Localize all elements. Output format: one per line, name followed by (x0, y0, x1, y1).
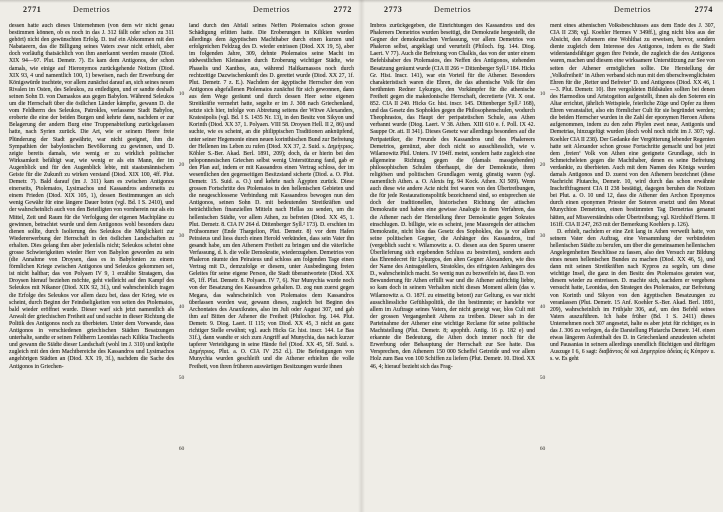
page-header-right (370, 5, 715, 18)
line-number-gutter-left-page (174, 23, 189, 501)
gutter-line-number: 20 (178, 162, 185, 168)
gutter-line-number: 40 (178, 304, 185, 310)
column-paragraph: D. erhielt, nachdem er eine Zeit lang in Athen verweilt hatte, von seinem Vater den Auftrag, eine Versammlung der verbündeten hellenischen Städte zu berufen, um über die gemeinsamen hellenischen Angelegenheiten Beschlüsse zu fassen, also den Versuch zur Bildung eines neuen hellenischen Bundes zu machen (Diod. XX 46, 5), und dann mit seinen Streitkräften nach Kypros zu segeln, um diese wichtige Insel, die ganz in den Besitz des Ptolemaios geraten war, diesem wieder zu entreissen. D. machte sich, nachdem er vergebens versucht hatte, Leonidas, den Strategen des Ptolemaios, zur Befreiung von Korinth und Sikyon von den ägyptischen Besatzungen zu veranlassen (Plut. Demetr. 15 Anf. Koehler S.-Ber. Akad. Berl. 1891, 209), wahrscheinlich im Frühjahr 306, auf, um den Befehl seines Vaters auszuführen. Ich habe früher (Bd. I S. 2411) dieses Unternehmen noch 307 angesetzt, halte es aber jetzt für richtiger, es in das J. 306 zu verlegen, da die Darstellung Plutarchs Demetr. 14f. einen etwas längeren Aufenthalt des D. in Griechenland anzudeuten scheint und Pausanias in seinem allerdings unendlich flüchtigen und dürftigen Auszuge I 6, 6 sagt: διαβάντος δὲ καὶ Δημητρίου ἀδείας ἐς Κύπρον u. s. w. Es geht (549, 228, 715, 363)
gutter-line-number: 40 (539, 304, 546, 310)
column-number-2773: 2773 (384, 5, 403, 14)
page-header-left (9, 5, 354, 18)
column-paragraph: ment eines athenischen Volksbeschlusses aus dem Ende des J. 307, CIA II 238; vgl. Koehler Hermes V 349ff.), ging nicht blos aus der Absicht, den Athenern eine Wohlthat zu erweisen, hervor, sondern diente zugleich dem Interesse des Antigonos, indem es die Stadt widerstandsfähiger gegen ihre Feinde, die zugleich die des Antigonos waren, machen und diesem eine wirksamere Unterstützung zur See von seiten der Athener ermöglichen sollte. Die Herstellung der ‚Volksfreiheit‘ in Athen verband sich nun mit den überschwenglichsten Ehren für die ‚Retter und Befreier‘ D. und Antigonos (Diod. XX 46, 1—3. Plut. Demetr. 10). Ihre vergoldeten Bildsäulen sollten bei denen des Harmodios und Aristogeiton aufgestellt, ihnen als den Soteren ein Altar errichtet, jährlich Wettspiele, feierliche Züge und Opfer zu ihren Ehren veranstaltet, also ein förmlicher Cult für sie begründet werden; die beiden Herrscher wurden in die Zahl der eponymen Heroen Athens aufgenommen, indem zu den zehn Phylen zwei neue, Antigonis und Demetrias, hinzugefügt wurden (doch wohl noch nicht im J. 307; vgl. Koehler CIA II 238). Der Gedanke der Vergötterung lebender Regenten hatte seit Alexander schon grosse Fortschritte gemacht und bot jetzt dem ‚freien‘ Volk von Athen eine geeignete Grundlage, sich in Schmeicheleien gegen die Machthaber, denen es seine Befreiung verdankte, zu überbieten. Auch mit dem Namen des Königs wurden damals Antigonos und D. zuerst von den Athenern bezeichnet (diese Nachricht Plutarchs, Demetr. 10, wird durch das schon erwähnte Inschriftfragment CIA II 238 bestätigt, dagegen beruhen die Notizen bei Plut. a. O. 10 und 12, dass die Athener den Archon Eponymos durch einen eponymen Priester der Soteren ersetzt und den Monat Munychion Demetrion, einen bestimmten Tag Demetrias genannt hätten, auf Missverständnis oder Übertreibung; vgl. Kirchhoff Herm. II 161ff. CIA II 247, 263 mit der Bemerkung Koehlers p. 126). (549, 23, 715, 228)
header-half-2774 (550, 5, 715, 18)
column-number-2772: 2772 (333, 5, 352, 14)
gutter-line-number: 60 (178, 446, 185, 452)
running-title: Demetrios (434, 5, 471, 14)
header-gutter-spacer (174, 5, 189, 18)
text-column-2774 (550, 23, 715, 501)
line-number-gutter-right-page (535, 23, 550, 501)
header-half-2772 (189, 5, 354, 18)
gutter-line-number: 10 (178, 91, 185, 97)
text-columns-right-page (370, 23, 715, 501)
column-paragraph: Imbros zurückgegeben, die Einrichtungen des Kassandros und des Phalereers Demetrios wurden beseitigt, die Demokratie hergestellt, die Gegner der demokratischen Verfassung, vor allem Demetrios von Phaleron selbst, angeklagt und verurteilt (Philoch. frg. 144. Diog. Laert. V 77). Auch die Befreiung von Chalkis, das von der unter einem Befehlshaber des Ptolemaios, des Neffen des Antigonos, stehenden Besatzung geräumt wurde (CIA II 266 = Dittenberger Syll.² 184. Hicks Gr. Hist. Inscr. 141), war ein Vorteil für die Athener. Besonders charakteristisch waren die Ehren, die das athenische Volk für den berühmten Redner Lykurgos, den Vorkämpfer für die athenische Freiheit gegen die makedonische Herrschaft, decretierte (Vit. X orat. 852. CIA II 240. Hicks Gr. hist. inscr. 145. Dittenberger Syll.² 168), und das Gesetz des Sophokles gegen die Philosophenschulen, wodurch Theophrastos, das Haupt der peripatetischen Schule, aus Athen verbannt wurde (Diog. Laert. V 38. Athen. XIII 610 e. f. Poll. IX 42. Sauppe Or. att. II 341). Dieses Gesetz war allerdings besonders auf die Peripatetiker, die Freunde des Kassandros und des Phalereers Demetrios, gemünzt, aber doch nicht so ausschliesslich, wie v. Wilamowitz Phil. Unters. IV 194ff. meint, sondern hatte zugleich eine allgemeine Richtung gegen die (damals massgebenden) philosophischen Schulen überhaupt, die der Demokratie, ihren religiösen und politischen Grundlagen wenig günstig waren (vgl. namentlich Athen. a. O. Alexis frg. 94 Kock. Athen. XI 509). Wenn auch diese wie andere Acte nicht frei waren von den Übertreibungen, die für jede Restaurationspolitik bezeichnend sind, so entsprechen sie doch der traditionellen, historischen Richtung der attischen Demokratie und haben eine gewisse Analogie in dem Verfahren, das die Athener nach der Herstellung ihrer Demokratie gegen Sokrates einschlugen. D. billigte, wie es scheint, jene Massregeln der attischen Demokratie, nicht blos das Gesetz des Sophokles, das ja vor allem seine politischen Gegner, die Anhänger des Kassandros, traf (vergeblich sucht v. Wilamowitz a. O. diesen aus den Spuren unserer Überlieferung sich ergebenden Schluss zu bestreiten), sondern auch das Ehrendecret für Lykurgos, den alten Gegner Alexanders, wie dies der Name des Antragstellers, Stratokles, des eifrigsten Anhängers des D., wahrscheinlich macht. So wenig nun zu bezweifeln ist, dass D. von Bewunderung für Athen erfüllt war und die Athener aufrichtig liebte, so kam doch in seinem Verhalten nicht dieses Moment allein (das v. Wilamowitz a. O. 187f. zu einseitig betont) zur Geltung, es war nicht ausschliessliche Gefühlspolitik, die ihn bestimmte; er handelte vor allem im Auftrage seines Vaters, der nicht geneigt war, blos Cult mit der grossen Vergangenheit Athens zu treiben. Dieser sah in der Parteinahme der Athener eine wichtige Reclame für seine politische Machtstellung (Plut. Demetr. 8; apophth. Antig. 16 p. 182 e) und erkannte die Bedeutung, die Athen doch immer noch für die Erwerbung oder Behauptung der Herrschaft zur See hatte. Das Versprechen, den Athenern 150 000 Scheffel Getreide und vor allem Holz zum Bau von 100 Schiffen zu liefern (Plut. Demetr. 10. Diod. XX 46, 4; hierauf bezieht sich das Frag- (370, 23, 536, 370)
text-column-2772 (189, 23, 354, 501)
text-columns-left-page (9, 23, 354, 501)
gutter-line-number: 50 (178, 375, 185, 381)
running-title: Demetrios (253, 5, 290, 14)
column-number-2771: 2771 (23, 5, 42, 14)
gutter-line-number: 30 (178, 233, 185, 239)
header-gutter-spacer (535, 5, 550, 18)
gutter-line-number: 30 (539, 233, 546, 239)
running-title: Demetrios (73, 5, 110, 14)
running-title: Demetrios (614, 5, 651, 14)
gutter-line-number: 20 (539, 162, 546, 168)
column-number-2774: 2774 (694, 5, 713, 14)
gutter-line-number: 50 (539, 375, 546, 381)
header-half-2773 (370, 5, 535, 18)
text-column-2773 (370, 23, 535, 501)
text-column-2771 (9, 23, 174, 501)
gutter-line-number: 10 (539, 91, 546, 97)
book-page-right (361, 0, 722, 512)
column-paragraph: land durch den Abfall seines Neffen Ptolemaios schon grosse Schädigung erlitten hatte. Die Eroberungen in Kilikien wurden allerdings dem ägyptischen Machthaber durch einen kurzen und erfolgreichen Feldzug des D. wieder entrissen (Diod. XX 19, 5), aber im folgenden Jahre, 309, dehnte Ptolemaios seine Macht im südwestlichen Kleinasien durch Eroberung wichtiger Städte, wie Phaselis und Xanthos, aus, während Halikarnassos noch durch rechtzeitige Dazwischenkunft des D. gerettet wurde (Diod. XX 27, 1f. Plut. Demetr. 7 z. E.). Nachdem der ägyptische Herrscher den von Antigonos abgefallenen Ptolemaios zunächst für sich gewonnen, dann aus dem Wege geräumt und durch dessen Heer seine eigenen Streitkräfte vermehrt hatte, segelte er im J. 308 nach Griechenland, setzte sich hier, infolge von Abtretung seitens der Witwe Alexanders, Kratesipolis (vgl. Bd. I S. 1435 Nr. 13), in den Besitz von Sikyon und Korinth (Diod. XX 37, 1. Polyaen. VIII 58. Droysen Hell. II 2, 86) und suchte, wie es scheint, an die philippischen Traditionen anknüpfend, unter seiner Hegemonie einen neuen korinthischen Bund zur Befreiung der Hellenen ins Leben zu rufen (Diod. XX 37, 2. Suid. s. Δημήτριος. Köhler S.-Ber. Akad. Berl. 1891, 209); doch, da er hierin bei den peloponnesischen Griechen selbst wenig Unterstützung fand, gab er den Plan auf, indem er mit Kassandros einen Vertrag schloss, der im wesentlichen den gegenseitigen Besitzstand sicherte (Diod. a. O. Plut. Demetr. 15. Suid. a. O.) und kehrte nach Ägypten zurück. Diese grossen Fortschritte des Ptolemaios in den hellenischen Gebieten und die neugeschlossene Verbindung mit Kassandros bewogen nun den Antigonos, seinen Sohn D. mit bedeutenden Streitkräften und beträchtlichen finanziellen Mitteln nach Hellas zu senden, um die hellenischen Städte, vor allem Athen, zu befreien (Diod. XX 45, 1. Plut. Demetr. 8. CIA IV 264 d. Dittenberger Syll.² 173). D. erschien im Frühsommer (Ende Thargelion, Plut. Demetr. 8) vor dem Hafen Peiraieus und liess durch einen Herold verkünden, dass sein Vater ihn gesandt habe, um den Athenern Freiheit zu bringen und die väterliche Verfassung, d. h. die volle Demokratie, wiederzugeben. Demetrios von Phaleron räumte den Peiraieus und schloss am folgenden Tage einen Vertrag mit D., demzufolge er diesem, unter Ausbedingung freien Geleites für seine eigene Person, die Stadt überantwortete (Diod. XX 45, 1ff. Plut. Demetr. 8. Polyaen. IV 7, 6). Nur Munychia wurde noch von der Besatzung des Kassandros gehalten. D. zog nun zuerst gegen Megara, das wahrscheinlich von Ptolemaios dem Kassandros überlassen worden war, gewann dieses, zugleich bei Beginn des Archontates des Anaxikrates, also im Juli oder August 307, und gab ihm auf Bitten der Athener die Freiheit (Philochor. frg. 144. Plut. Demetr. 9. Diog. Laert. II 115; von Diod. XX 45, 3 nicht an ganz richtiger Stelle erwähnt; vgl. auch Hicks Gr. hist. inscr. 144. Le Bas 31f.), dann wandte er sich zum Angriff auf Munychia, das nach kurzer tapferer Verteidigung in seine Hände fiel (Diod. XX 45, 5ff. Suid. s. Δημήτριος. Plut. a. O. CIA IV 252 d.). Die Befestigungen von Munychia wurden geschleift und die Athener erhielten die volle Freiheit, von ihren früheren auswärtigen Besitzungen wurde ihnen (188, 23, 354, 370)
book-page-left (0, 0, 361, 512)
gutter-line-number: 60 (539, 446, 546, 452)
header-half-2771 (9, 5, 174, 18)
column-paragraph: dessen hatte auch dieses Unternehmen (von dem wir nicht genau bestimmen können, ob es noch in das J. 312 fällt oder schon zu 311 gehört) nicht den gewünschten Erfolg. D. traf ein Abkommen mit den Nabataeern, das die Billigung seines Vaters zwar nicht erhielt, aber doch vorläufig thatsächlich von ihm anerkannt werden musste (Diod. XIX 94—97. Plut. Demetr. 7). Es kam dem Antigonos, der schon damals, wie einige auf Hieronymos zurückgehende Notizen (Diod. XIX 93, 4 und namentlich 100, 1) beweisen, nach der Erwerbung der Königswürde trachtete, vor allem zunächst darauf an, sich seines neuen Rivalen im Osten, des Seleukos, zu entledigen, und er sandte deshalb seinen Sohn D. von Damaskos aus gegen Babylon. Während Seleukos um die Herrschaft über die östlichen Länder kämpfte, gewann D. die vom Feldherrn des Seleukos, Patrokles, verlassene Stadt Babylon, eroberte die eine der beiden Burgen und kehrte dann, nachdem er zur Belagerung der andern Burg eine Truppenabteilung zurückgelassen hatte, nach Syrien zurück. Die Art, wie er seinem Heere freie Plünderung der Stadt gewährte, war nicht geeignet, ihm die Sympathien der babylonischen Bevölkerung zu gewinnen, und D. zeigte bereits damals, wie wenig er zu wirklich politischer Wirksamkeit befähigt war, wie wenig er als ein Mann, der im Augenblick und für den Augenblick lebte, mit staatsmännischem Geiste für die Zukunft zu wirken verstand (Diod. XIX 100, 4ff. Plut. Demetr. 7). Bald darauf (im J. 311) kam es zwischen Antigonos einerseits, Ptolemaios, Lysimachos und Kassandros andrerseits zu einem Frieden (Diod. XIX 105, 1), dessen Bestimmungen an sich wenig Gewähr für eine längere Dauer boten (vgl. Bd. I S. 2410), und der wahrscheinlich auch von den Beteiligten von vornherein nur als ein Mittel, Zeit und Raum für die Verfolgung der eigenen Machtpläne zu gewinnen, betrachtet wurde und dem Antigonos wohl besonders dazu dienen sollte, durch Isolierung des Seleukos die Möglichkeit zur Wiedererwerbung der Herrschaft in den östlichen Landschaften zu erhalten. Dies gelang ihm aber jedenfalls nicht; Seleukos scheint ohne grosse Schwierigkeiten wieder Herr von Babylon geworden zu sein (die Annahme von Droysen, dass es in Babylonien zu einem förmlichen Kriege zwischen Antigonos und Seleukos gekommen sei, ist nicht haltbar; das von Polyaen IV 9, 1 erzählte Stratagem, das Droysen hierauf beziehen möchte, geht vielleicht auf den Kampf des Seleukos mit Nikanor (Diod. XIX 92, 3f.), und wahrscheinlich tragen die Erfolge des Seleukos vor allem dazu bei, dass der Krieg, wie es scheint, durch Beginn der Feindseligkeiten von seiten des Ptolemaios, bald wieder eröffnet wurde. Dieser warf sich jetzt namentlich als Anwalt der griechischen Freiheit auf und suchte in dieser Richtung die Politik des Antigonos noch zu überbieten. Unter dem Vorwande, dass Antigonos in verschiedenen griechischen Städten Besatzungen unterhalte, sandte er seinen Feldherrn Leonidas nach Kilikia Tracheotis und gewann die Städte dieser Landschaft (wohl im J. 310) und knüpfte zugleich mit den dem Machtbereiche des Kassandros und Lysimachos angehörigen Städten an (Diod. XX 19, 3f.), nachdem die Sache des Antigonos in Griechen- (9, 23, 175, 370)
